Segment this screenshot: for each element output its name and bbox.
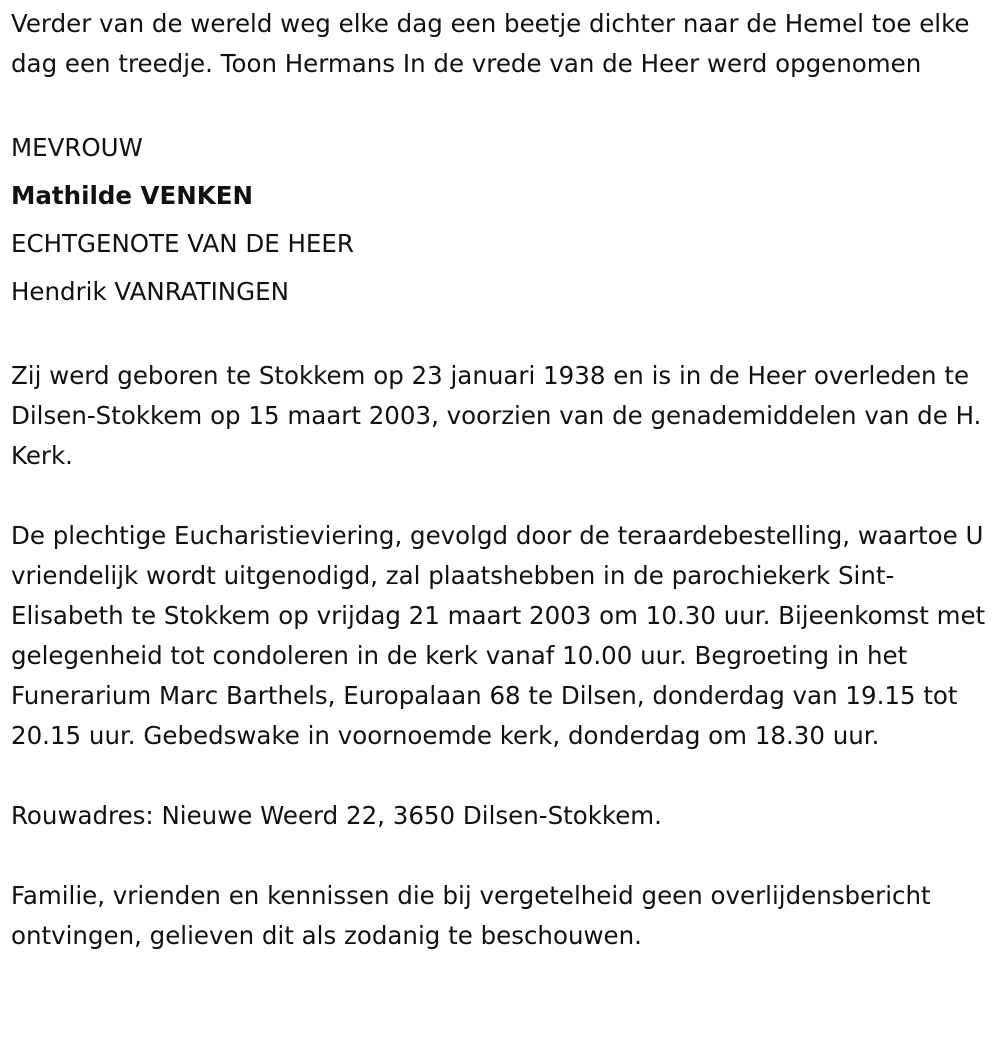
deceased-block (11, 124, 1000, 316)
deceased-title: MEVROUW (11, 133, 143, 162)
deceased-spouse: Hendrik VANRATINGEN (11, 277, 289, 306)
deceased-relation: ECHTGENOTE VAN DE HEER (11, 229, 354, 258)
birth-death-paragraph: Zij werd geboren te Stokkem op 23 januari 1938 en is in de Heer overleden te Dilsen-Stokkem op 15 maart 2003, voorzien van de genademiddelen van de H. Kerk. (11, 361, 982, 470)
intro-paragraph: Verder van de wereld weg elke dag een beetje dichter naar de Hemel toe elke dag een treedje. Toon Hermans In de vrede van de Heer werd opgenomen (11, 9, 970, 78)
closing-paragraph: Familie, vrienden en kennissen die bij vergetelheid geen overlijdensbericht ontvingen, gelieven dit als zodanig te beschouwen. (11, 881, 931, 950)
ceremony-paragraph: De plechtige Eucharistieviering, gevolgd door de teraardebestelling, waartoe U vriendelijk wordt uitgenodigd, zal plaatshebben in de parochiekerk Sint-Elisabeth te Stokkem op vrijdag 21 maart 2003 om 10.30 uur. Bijeenkomst met gelegenheid tot condoleren in de kerk vanaf 10.00 uur. Begroeting in het Funerarium Marc Barthels, Europalaan 68 te Dilsen, donderdag van 19.15 tot 20.15 uur. Gebedswake in voornoemde kerk, donderdag om 18.30 uur. (11, 521, 986, 750)
address-paragraph: Rouwadres: Nieuwe Weerd 22, 3650 Dilsen-Stokkem. (11, 801, 662, 830)
deceased-name: Mathilde VENKEN (11, 181, 253, 210)
